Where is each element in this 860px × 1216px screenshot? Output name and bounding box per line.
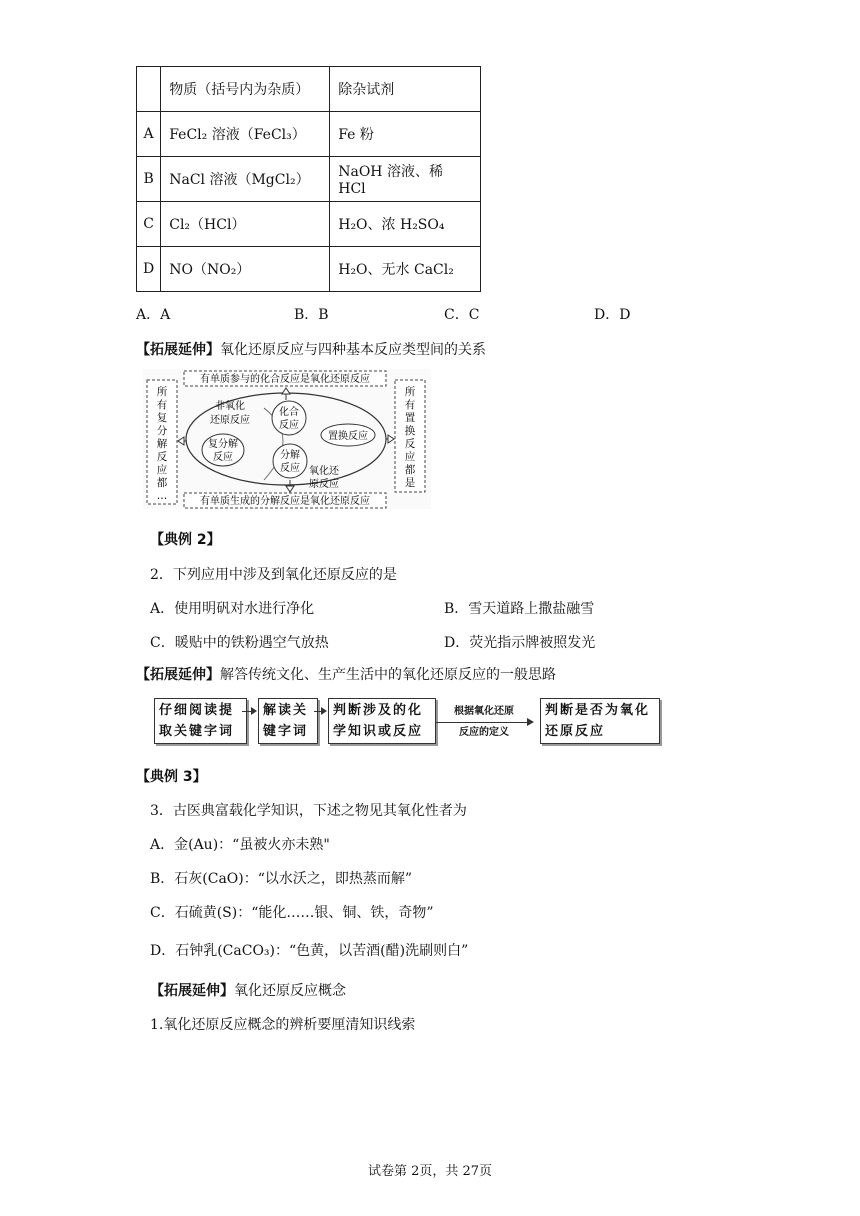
row-substance: NaCl 溶液（MgCl₂） — [161, 157, 330, 202]
flow-box-1: 仔细阅读提 取关键字词 — [154, 698, 247, 744]
table-row — [137, 247, 481, 292]
flow-box-4: 判断是否为氧化 还原反应 — [540, 698, 660, 744]
arrow-head-icon — [321, 707, 327, 715]
svg-text:反应: 反应 — [280, 463, 300, 474]
svg-text:置换反应: 置换反应 — [328, 431, 368, 442]
svg-text:原反应: 原反应 — [309, 479, 339, 490]
svg-text:化合: 化合 — [279, 407, 299, 418]
ex3-option-c: C．石硫黄(S)：“能化……银、铜、铁，奇物” — [150, 905, 434, 921]
row-label: A — [137, 112, 161, 157]
diagram-left-label: 所有复分解反应都… — [156, 386, 168, 502]
q1-option-b: B．B — [294, 307, 329, 323]
extension-text: 解答传统文化、生产生活中的氧化还原反应的一般思路 — [220, 667, 556, 683]
flow-box-2: 解读关 键字词 — [258, 698, 318, 744]
extension-3-line: 1.氧化还原反应概念的辨析要厘清知识线索 — [150, 1017, 416, 1033]
table-header-cell: 物质（括号内为杂质） — [161, 67, 330, 112]
ex3-option-a: A．金(Au)：“虽被火亦未熟" — [150, 837, 330, 853]
q1-option-d: D．D — [594, 307, 631, 323]
table-header-cell: 除杂试剂 — [330, 67, 481, 112]
row-reagent: H₂O、浓 H₂SO₄ — [330, 202, 481, 247]
ex2-option-c: C．暖贴中的铁粉遇空气放热 — [150, 635, 329, 651]
example-2-title: 【典例 2】 — [150, 532, 221, 548]
extension-heading-2 — [136, 664, 556, 684]
diagram-top-label: 有单质参与的化合反应是氧化还原反应 — [200, 374, 370, 385]
extension-heading-1 — [136, 339, 486, 359]
svg-text:分解: 分解 — [280, 450, 300, 461]
extension-tag: 【拓展延伸】 — [136, 342, 220, 358]
reaction-type-diagram — [142, 368, 432, 510]
non-redox-label: 非氧化 — [215, 401, 245, 412]
table-header-cell — [137, 67, 161, 112]
flow-arrow-3 — [436, 722, 532, 723]
table-row — [137, 112, 481, 157]
extension-tag: 【拓展延伸】 — [150, 983, 234, 999]
q1-option-c: C．C — [444, 307, 480, 323]
row-label: C — [137, 202, 161, 247]
svg-text:反应: 反应 — [213, 452, 233, 463]
table-row — [137, 202, 481, 247]
extension-heading-3 — [150, 980, 346, 1000]
row-reagent: Fe 粉 — [330, 112, 481, 157]
extension-text: 氧化还原反应概念 — [234, 983, 346, 999]
ex2-option-b: B．雪天道路上撒盐融雪 — [444, 601, 595, 617]
table-row — [137, 157, 481, 202]
redox-label: 氧化还 — [309, 466, 339, 477]
page-footer: 试卷第 2页，共 27页 — [367, 1164, 493, 1179]
svg-text:反应: 反应 — [279, 420, 299, 431]
table-header-row — [137, 67, 481, 112]
example-3-question: 3．古医典富载化学知识，下述之物见其氧化性者为 — [150, 803, 467, 819]
arrow-head-icon — [251, 707, 257, 715]
example-3-title: 【典例 3】 — [136, 769, 207, 785]
ex2-option-d: D．荧光指示牌被照发光 — [444, 635, 596, 651]
diagram-bottom-label: 有单质生成的分解反应是氧化还原反应 — [200, 496, 370, 507]
ex2-option-a: A．使用明矾对水进行净化 — [150, 601, 315, 617]
substance-table — [136, 66, 481, 292]
extension-text: 氧化还原反应与四种基本反应类型间的关系 — [220, 342, 486, 358]
ex3-option-d: D．石钟乳(CaCO₃)：“色黄，以苦酒(醋)洗刷则白” — [150, 943, 469, 959]
row-label: B — [137, 157, 161, 202]
row-reagent: NaOH 溶液、稀 HCl — [330, 157, 481, 202]
q1-option-a: A．A — [136, 307, 171, 323]
flow-arrow-label: 根据氧化还原 反应的定义 — [436, 702, 532, 743]
extension-tag: 【拓展延伸】 — [136, 667, 220, 683]
example-2-question: 2．下列应用中涉及到氧化还原反应的是 — [150, 567, 397, 583]
ex3-option-b: B．石灰(CaO)：“以水沃之，即热蒸而解” — [150, 871, 413, 887]
row-reagent: H₂O、无水 CaCl₂ — [330, 247, 481, 292]
diagram-right-label: 所有置换反应都是 — [404, 386, 416, 489]
svg-text:还原反应: 还原反应 — [210, 415, 250, 426]
flow-box-3: 判断涉及的化 学知识或反应 — [328, 698, 436, 744]
arrow-head-icon — [527, 718, 534, 726]
row-substance: FeCl₂ 溶液（FeCl₃） — [161, 112, 330, 157]
row-label: D — [137, 247, 161, 292]
row-substance: Cl₂（HCl） — [161, 202, 330, 247]
row-substance: NO（NO₂） — [161, 247, 330, 292]
svg-text:复分解: 复分解 — [208, 439, 238, 450]
